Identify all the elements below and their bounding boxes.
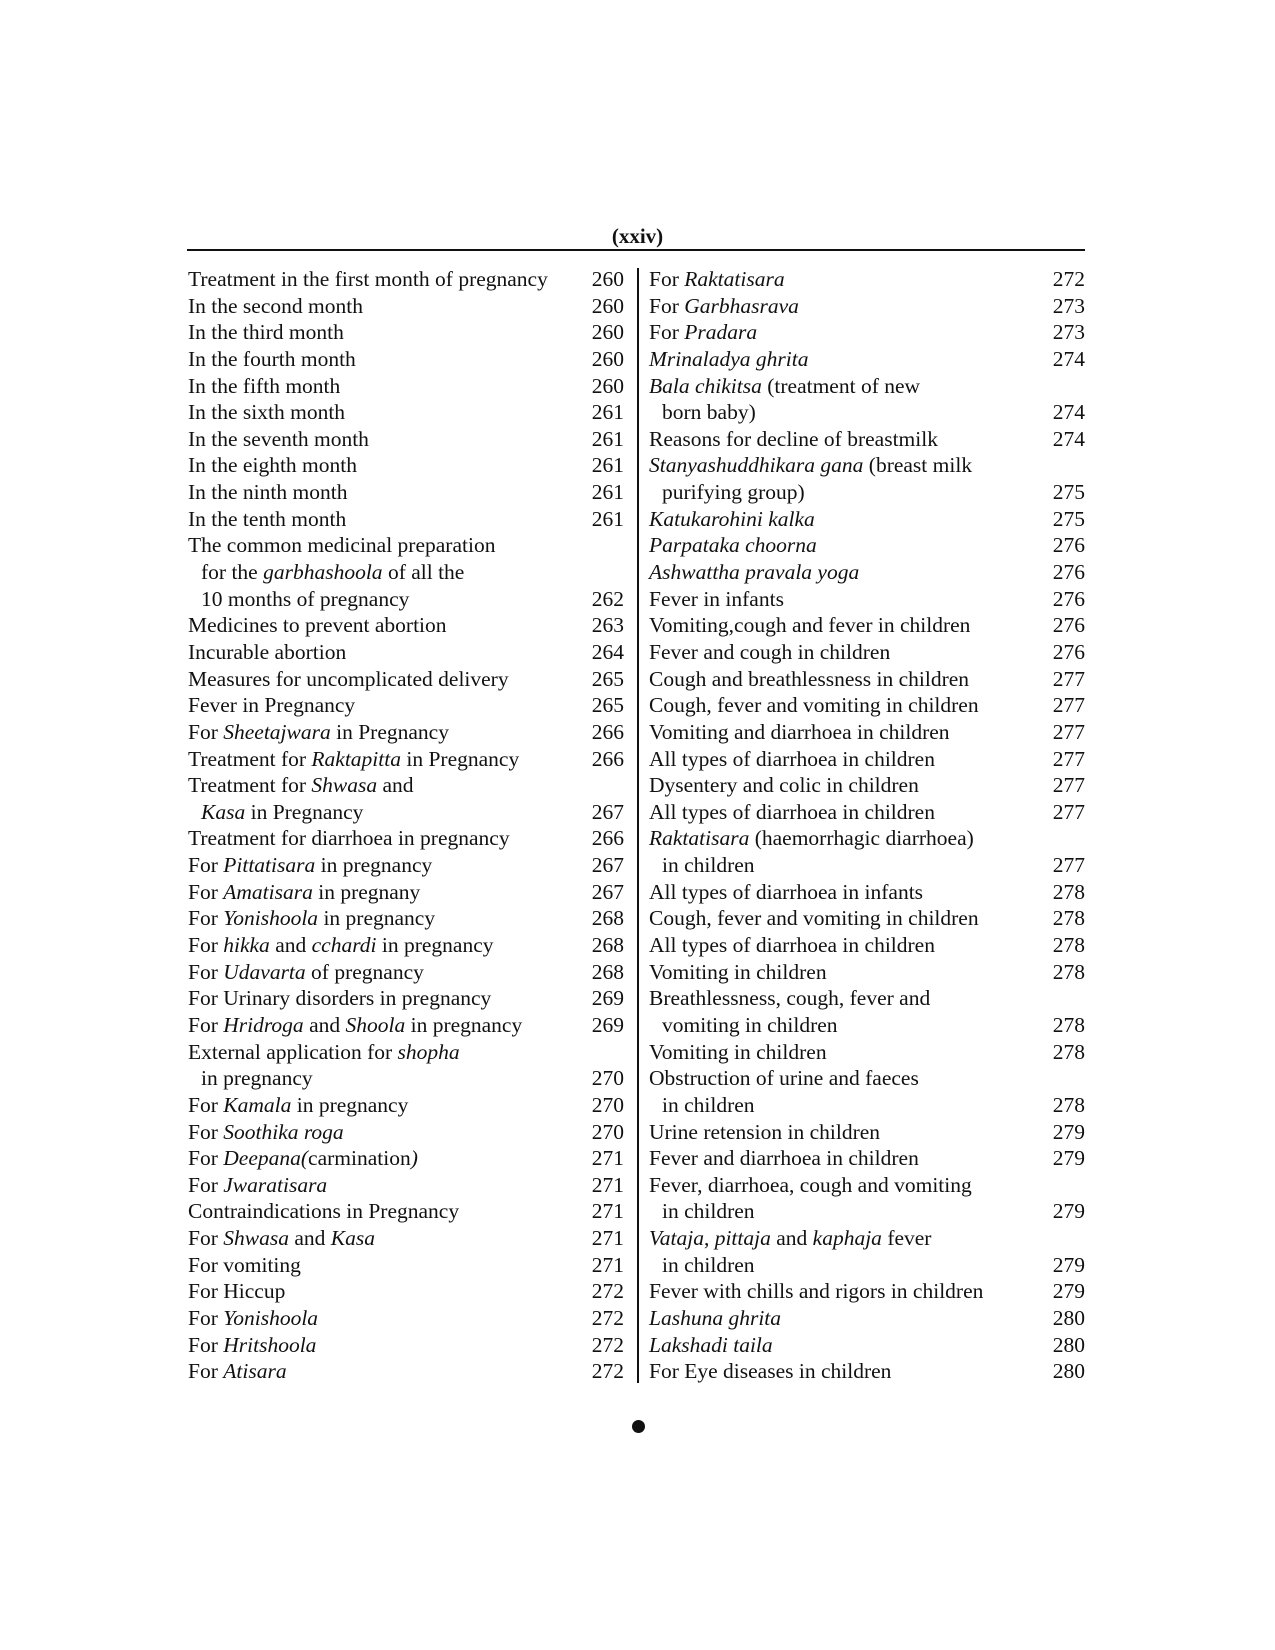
toc-entry	[649, 399, 1085, 426]
toc-entry-page: 277	[1052, 693, 1085, 718]
toc-entry	[649, 1172, 1085, 1199]
toc-entry	[188, 319, 624, 346]
toc-entry-title: The common medicinal preparation	[188, 533, 496, 558]
toc-entry-title: Treatment in the first month of pregnancy	[188, 267, 548, 291]
toc-entry-page: 278	[1052, 1012, 1085, 1037]
toc-entry	[649, 959, 1085, 986]
toc-entry-title: Vomiting in children	[649, 959, 827, 984]
toc-entry-page: 280	[1052, 1305, 1085, 1330]
toc-entry-title: For hikka and cchardi in pregnancy	[188, 933, 494, 958]
toc-entry-title: For Sheetajwara in Pregnancy	[188, 719, 449, 744]
toc-entry	[188, 373, 624, 400]
toc-entry	[188, 506, 624, 533]
toc-entry-page: 280	[1052, 1332, 1085, 1357]
toc-entry	[188, 719, 624, 746]
toc-entry	[188, 479, 624, 506]
toc-entry-page: 270	[591, 1119, 624, 1144]
toc-entry-title: For Garbhasrava	[649, 293, 799, 318]
toc-entry-title: For Hiccup	[188, 1279, 286, 1304]
toc-entry-page: 272	[591, 1332, 624, 1357]
toc-entry-title: For Amatisara in pregnany	[188, 879, 421, 904]
toc-entry-page: 261	[591, 480, 624, 505]
toc-entry	[649, 1278, 1085, 1305]
toc-entry-title: in pregnancy	[201, 1066, 313, 1091]
toc-entry-page: 274	[1052, 346, 1085, 371]
toc-entry-page: 278	[1052, 959, 1085, 984]
toc-entry-title: For Udavarta of pregnancy	[188, 959, 424, 984]
toc-entry-title: Lashuna ghrita	[649, 1305, 782, 1330]
toc-entry-title: Breathlessness, cough, fever and	[649, 986, 931, 1011]
toc-entry-title: For Pradara	[649, 320, 758, 345]
toc-entry-page: 271	[591, 1226, 624, 1251]
toc-entry-page: 262	[591, 586, 624, 611]
toc-entry-page: 274	[1052, 426, 1085, 451]
toc-entry-title: In the seventh month	[188, 426, 369, 451]
toc-entry-page: 260	[591, 320, 624, 345]
toc-entry	[649, 1305, 1085, 1332]
toc-entry-page: 280	[1052, 1359, 1085, 1384]
toc-entry-page: 266	[591, 746, 624, 771]
toc-entry-title: for the garbhashoola of all the	[201, 560, 465, 585]
toc-entry	[188, 772, 624, 799]
toc-entry	[188, 959, 624, 986]
toc-entry	[649, 1225, 1085, 1252]
toc-entry-page: 275	[1052, 480, 1085, 505]
toc-entry	[188, 692, 624, 719]
toc-entry-title: Treatment for diarrhoea in pregnancy	[188, 826, 510, 851]
toc-entry-title: In the third month	[188, 320, 344, 345]
toc-entry-title: In the sixth month	[188, 400, 346, 425]
toc-entry-page: 276	[1052, 613, 1085, 638]
toc-entry-page: 276	[1052, 533, 1085, 558]
header-rule	[187, 249, 1085, 251]
toc-entry-title: vomiting in children	[662, 1012, 838, 1037]
toc-entry-title: Katukarohini kalka	[649, 506, 815, 531]
toc-entry	[649, 266, 1085, 293]
toc-entry-title: Fever in infants	[649, 586, 784, 611]
toc-entry-page: 268	[591, 959, 624, 984]
toc-entry	[188, 666, 624, 693]
toc-entry-title: Vomiting,cough and fever in children	[649, 613, 971, 638]
toc-entry	[188, 266, 624, 293]
toc-entry-title: For Jwaratisara	[188, 1172, 328, 1197]
toc-entry-title: 10 months of pregnancy	[201, 586, 410, 611]
toc-entry-title: Parpataka choorna	[649, 533, 817, 558]
toc-entry-title: Raktatisara (haemorrhagic diarrhoea)	[649, 826, 974, 851]
toc-entry	[649, 985, 1085, 1012]
toc-right-column	[649, 266, 1085, 1385]
toc-entry-page: 278	[1052, 1092, 1085, 1117]
toc-entry-page: 260	[591, 373, 624, 398]
toc-entry-title: in children	[662, 1092, 755, 1117]
toc-entry	[188, 799, 624, 826]
toc-entry	[188, 1305, 624, 1332]
toc-entry-page: 260	[591, 267, 624, 291]
toc-entry-title: Kasa in Pregnancy	[201, 799, 364, 824]
toc-entry	[188, 1039, 624, 1066]
toc-entry-page: 271	[591, 1252, 624, 1277]
end-bullet	[632, 1420, 645, 1433]
toc-entry-page: 264	[591, 639, 624, 664]
toc-entry-page: 272	[591, 1279, 624, 1304]
toc-entry	[649, 293, 1085, 320]
toc-entry	[188, 825, 624, 852]
toc-entry	[188, 559, 624, 586]
toc-entry-title: All types of diarrhoea in children	[649, 933, 935, 958]
toc-entry-page: 268	[591, 906, 624, 931]
toc-entry-page: 273	[1052, 293, 1085, 318]
toc-entry-page: 263	[591, 613, 624, 638]
toc-entry	[188, 346, 624, 373]
toc-entry-title: For Eye diseases in children	[649, 1359, 892, 1384]
toc-entry-title: born baby)	[662, 400, 756, 425]
toc-entry-title: Treatment for Shwasa and	[188, 773, 414, 798]
toc-entry	[649, 319, 1085, 346]
toc-entry	[649, 692, 1085, 719]
toc-entry-title: Mrinaladya ghrita	[649, 346, 809, 371]
toc-entry-page: 272	[1052, 267, 1085, 291]
toc-entry	[188, 639, 624, 666]
column-divider	[637, 268, 639, 1383]
toc-entry-page: 278	[1052, 906, 1085, 931]
toc-entry	[649, 666, 1085, 693]
toc-entry-page: 270	[591, 1066, 624, 1091]
toc-entry	[188, 1252, 624, 1279]
toc-entry-page: 276	[1052, 560, 1085, 585]
toc-entry-page: 278	[1052, 1039, 1085, 1064]
toc-entry	[649, 346, 1085, 373]
toc-entry-page: 275	[1052, 506, 1085, 531]
toc-entry-title: Vomiting and diarrhoea in children	[649, 719, 950, 744]
toc-entry-page: 277	[1052, 746, 1085, 771]
toc-entry-title: In the tenth month	[188, 506, 347, 531]
toc-entry	[649, 426, 1085, 453]
toc-entry	[649, 1092, 1085, 1119]
toc-entry-page: 267	[591, 853, 624, 878]
toc-entry-title: in children	[662, 1199, 755, 1224]
toc-entry-title: Fever with chills and rigors in children	[649, 1279, 984, 1304]
toc-entry	[188, 293, 624, 320]
toc-entry-page: 277	[1052, 773, 1085, 798]
toc-entry	[188, 905, 624, 932]
toc-entry-page: 271	[591, 1172, 624, 1197]
toc-entry	[188, 1278, 624, 1305]
toc-entry-title: Incurable abortion	[188, 639, 347, 664]
toc-entry-page: 272	[591, 1359, 624, 1384]
toc-entry	[649, 1252, 1085, 1279]
toc-entry	[649, 452, 1085, 479]
toc-entry-title: For Hritshoola	[188, 1332, 317, 1357]
toc-entry-page: 269	[591, 1012, 624, 1037]
toc-entry	[188, 746, 624, 773]
toc-entry	[649, 1119, 1085, 1146]
toc-entry-title: For Yonishoola in pregnancy	[188, 906, 436, 931]
toc-entry	[188, 612, 624, 639]
toc-entry	[649, 1145, 1085, 1172]
toc-entry-title: Fever and cough in children	[649, 639, 891, 664]
toc-entry-title: Treatment for Raktapitta in Pregnancy	[188, 746, 520, 771]
toc-entry-title: Reasons for decline of breastmilk	[649, 426, 938, 451]
toc-entry-title: All types of diarrhoea in children	[649, 799, 935, 824]
toc-entry-title: For Raktatisara	[649, 267, 785, 291]
toc-entry	[649, 559, 1085, 586]
toc-entry-title: purifying group)	[662, 480, 805, 505]
toc-entry-title: For Shwasa and Kasa	[188, 1226, 375, 1251]
toc-left-column	[188, 266, 624, 1385]
toc-entry-title: Contraindications in Pregnancy	[188, 1199, 460, 1224]
toc-entry-title: Fever, diarrhoea, cough and vomiting	[649, 1172, 972, 1197]
toc-entry	[649, 612, 1085, 639]
toc-entry	[188, 1332, 624, 1359]
toc-entry	[649, 1198, 1085, 1225]
toc-entry-title: Dysentery and colic in children	[649, 773, 919, 798]
toc-entry-title: Medicines to prevent abortion	[188, 613, 447, 638]
toc-entry-title: In the ninth month	[188, 480, 348, 505]
toc-entry	[649, 825, 1085, 852]
toc-entry	[188, 532, 624, 559]
toc-entry-title: For Atisara	[188, 1359, 287, 1384]
toc-entry-title: For Pittatisara in pregnancy	[188, 853, 433, 878]
toc-entry	[188, 852, 624, 879]
toc-entry-title: Obstruction of urine and faeces	[649, 1066, 919, 1091]
toc-entry-page: 279	[1052, 1199, 1085, 1224]
toc-entry-title: Lakshadi taila	[649, 1332, 773, 1357]
toc-entry-title: Cough, fever and vomiting in children	[649, 906, 979, 931]
toc-entry	[188, 1145, 624, 1172]
toc-entry-page: 261	[591, 506, 624, 531]
toc-entry-page: 265	[591, 693, 624, 718]
toc-entry-page: 279	[1052, 1279, 1085, 1304]
toc-entry	[649, 506, 1085, 533]
toc-entry-page: 266	[591, 719, 624, 744]
toc-entry	[649, 1065, 1085, 1092]
toc-entry-page: 261	[591, 426, 624, 451]
toc-entry-page: 276	[1052, 639, 1085, 664]
toc-entry-title: Cough and breathlessness in children	[649, 666, 970, 691]
toc-entry	[188, 1358, 624, 1385]
toc-entry-page: 277	[1052, 799, 1085, 824]
toc-entry-title: Fever and diarrhoea in children	[649, 1146, 919, 1171]
toc-entry-title: Cough, fever and vomiting in children	[649, 693, 979, 718]
toc-entry-title: Bala chikitsa (treatment of new	[649, 373, 921, 398]
toc-entry-title: In the fourth month	[188, 346, 356, 371]
toc-entry	[649, 799, 1085, 826]
toc-entry	[649, 1358, 1085, 1385]
toc-entry-page: 265	[591, 666, 624, 691]
toc-entry-page: 269	[591, 986, 624, 1011]
toc-entry	[649, 639, 1085, 666]
toc-entry-page: 270	[591, 1092, 624, 1117]
toc-entry-page: 277	[1052, 719, 1085, 744]
toc-entry	[649, 532, 1085, 559]
toc-entry	[188, 426, 624, 453]
toc-entry-page: 261	[591, 453, 624, 478]
toc-entry	[188, 1172, 624, 1199]
toc-entry-title: External application for shopha	[188, 1039, 460, 1064]
toc-entry-page: 279	[1052, 1119, 1085, 1144]
toc-entry	[188, 879, 624, 906]
toc-entry-title: in children	[662, 1252, 755, 1277]
toc-entry-page: 276	[1052, 586, 1085, 611]
toc-entry	[188, 399, 624, 426]
toc-entry	[188, 1198, 624, 1225]
toc-entry-page: 267	[591, 799, 624, 824]
toc-entry	[649, 479, 1085, 506]
toc-entry	[649, 1039, 1085, 1066]
toc-entry-page: 260	[591, 346, 624, 371]
toc-entry	[649, 905, 1085, 932]
toc-entry-page: 266	[591, 826, 624, 851]
toc-entry	[649, 586, 1085, 613]
toc-entry	[649, 719, 1085, 746]
toc-entry-title: For Deepana(carmination)	[188, 1146, 418, 1171]
toc-entry-title: Urine retension in children	[649, 1119, 881, 1144]
toc-entry-title: In the eighth month	[188, 453, 357, 478]
toc-entry-title: For Kamala in pregnancy	[188, 1092, 409, 1117]
toc-entry	[188, 1119, 624, 1146]
toc-entry	[188, 932, 624, 959]
toc-entry-title: In the second month	[188, 293, 363, 318]
toc-entry-page: 267	[591, 879, 624, 904]
toc-entry-page: 274	[1052, 400, 1085, 425]
toc-entry-page: 277	[1052, 666, 1085, 691]
toc-entry-page: 279	[1052, 1252, 1085, 1277]
toc-entry	[188, 1065, 624, 1092]
toc-entry-page: 272	[591, 1305, 624, 1330]
toc-entry	[649, 746, 1085, 773]
toc-entry-page: 268	[591, 933, 624, 958]
toc-entry-title: For Soothika roga	[188, 1119, 344, 1144]
toc-entry	[188, 1012, 624, 1039]
toc-entry-page: 278	[1052, 879, 1085, 904]
toc-entry-title: In the fifth month	[188, 373, 341, 398]
toc-entry-page: 261	[591, 400, 624, 425]
toc-entry-page: 271	[591, 1199, 624, 1224]
page-number: (xxiv)	[611, 224, 664, 248]
toc-entry-title: Fever in Pregnancy	[188, 693, 356, 718]
toc-entry	[649, 852, 1085, 879]
toc-entry	[649, 772, 1085, 799]
toc-entry-title: For vomiting	[188, 1252, 301, 1277]
toc-entry-title: All types of diarrhoea in children	[649, 746, 935, 771]
toc-entry-page: 277	[1052, 853, 1085, 878]
toc-entry-page: 271	[591, 1146, 624, 1171]
toc-entry-page: 279	[1052, 1146, 1085, 1171]
toc-entry-title: For Hridroga and Shoola in pregnancy	[188, 1012, 523, 1037]
toc-entry-title: Vomiting in children	[649, 1039, 827, 1064]
toc-entry-page: 273	[1052, 320, 1085, 345]
toc-entry	[188, 452, 624, 479]
toc-entry	[188, 1225, 624, 1252]
toc-entry	[649, 932, 1085, 959]
toc-entry	[649, 1012, 1085, 1039]
toc-entry-title: Ashwattha pravala yoga	[649, 560, 860, 585]
toc-entry-title: All types of diarrhoea in infants	[649, 879, 924, 904]
toc-entry-page: 278	[1052, 933, 1085, 958]
toc-entry-title: Measures for uncomplicated delivery	[188, 666, 509, 691]
toc-entry	[649, 373, 1085, 400]
toc-entry-title: Stanyashuddhikara gana (breast milk	[649, 453, 973, 478]
toc-entry-title: in children	[662, 853, 755, 878]
toc-entry	[188, 586, 624, 613]
toc-entry-title: Vataja, pittaja and kaphaja fever	[649, 1226, 932, 1251]
toc-entry-title: For Urinary disorders in pregnancy	[188, 986, 492, 1011]
toc-entry	[649, 1332, 1085, 1359]
toc-entry-page: 260	[591, 293, 624, 318]
toc-entry-title: For Yonishoola	[188, 1305, 319, 1330]
toc-entry	[649, 879, 1085, 906]
toc-entry	[188, 1092, 624, 1119]
toc-entry	[188, 985, 624, 1012]
